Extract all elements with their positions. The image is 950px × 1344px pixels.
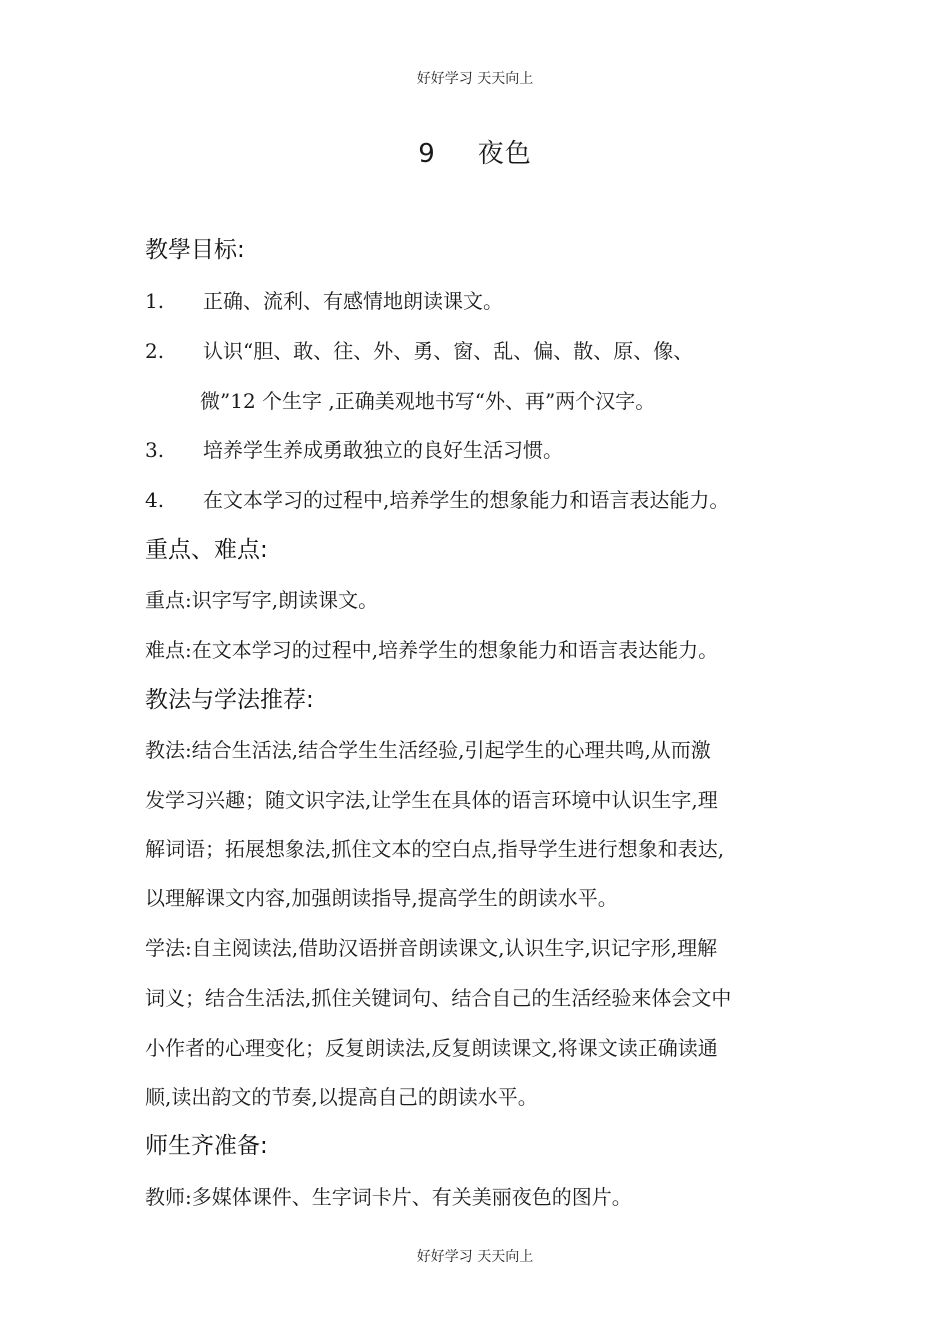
objective-item [145,486,729,514]
objective-text: 培养学生养成勇敢独立的良好生活习惯。 [203,438,563,462]
objective-number: 1. [145,289,165,313]
methods-line: 词义；结合生活法,抓住关键词句、结合自己的生活经验来体会文中 [145,986,732,1010]
objective-number: 4. [145,488,165,512]
objective-item [145,436,563,464]
key-point-line: 重点:识字写字,朗读课文。 [145,588,379,612]
objective-continuation: 微”12 个生字 ,正确美观地书写“外、再”两个汉字。 [200,389,656,413]
page-title [0,133,950,170]
objectives-heading: 教學目标: [145,237,245,263]
methods-line: 教法:结合生活法,结合学生生活经验,引起学生的心理共鸣,从而激 [145,738,711,762]
lesson-title: 夜色 [477,139,532,169]
objective-item [145,287,503,315]
objective-item [145,337,693,365]
methods-line: 发学习兴趣；随文识字法,让学生在具体的语言环境中认识生字,理 [145,788,718,812]
lesson-number: 9 [418,139,436,169]
key-points-heading: 重点、难点: [145,537,268,563]
objective-number: 2. [145,339,165,363]
objective-text: 认识“胆、敢、往、外、勇、窗、乱、偏、散、原、像、 [203,339,694,363]
page-footer: 好好学习 天天向上 [416,1249,534,1265]
objective-text: 正确、流利、有感情地朗读课文。 [203,289,503,313]
objective-text: 在文本学习的过程中,培养学生的想象能力和语言表达能力。 [203,488,730,512]
preparation-line: 教师:多媒体课件、生字词卡片、有关美丽夜色的图片。 [145,1185,632,1209]
methods-line: 学法:自主阅读法,借助汉语拼音朗读课文,认识生字,识记字形,理解 [145,936,718,960]
methods-line: 以理解课文内容,加强朗读指导,提高学生的朗读水平。 [145,886,618,910]
key-point-line: 难点:在文本学习的过程中,培养学生的想象能力和语言表达能力。 [145,638,719,662]
methods-line: 解词语；拓展想象法,抓住文本的空白点,指导学生进行想象和表达, [145,837,725,861]
page-header: 好好学习 天天向上 [416,71,534,87]
objective-number: 3. [145,438,165,462]
methods-heading: 教法与学法推荐: [145,687,314,713]
methods-line: 小作者的心理变化；反复朗读法,反复朗读课文,将课文读正确读通 [145,1036,718,1060]
preparation-heading: 师生齐准备: [145,1133,268,1159]
methods-line: 顺,读出韵文的节奏,以提高自己的朗读水平。 [145,1085,538,1109]
